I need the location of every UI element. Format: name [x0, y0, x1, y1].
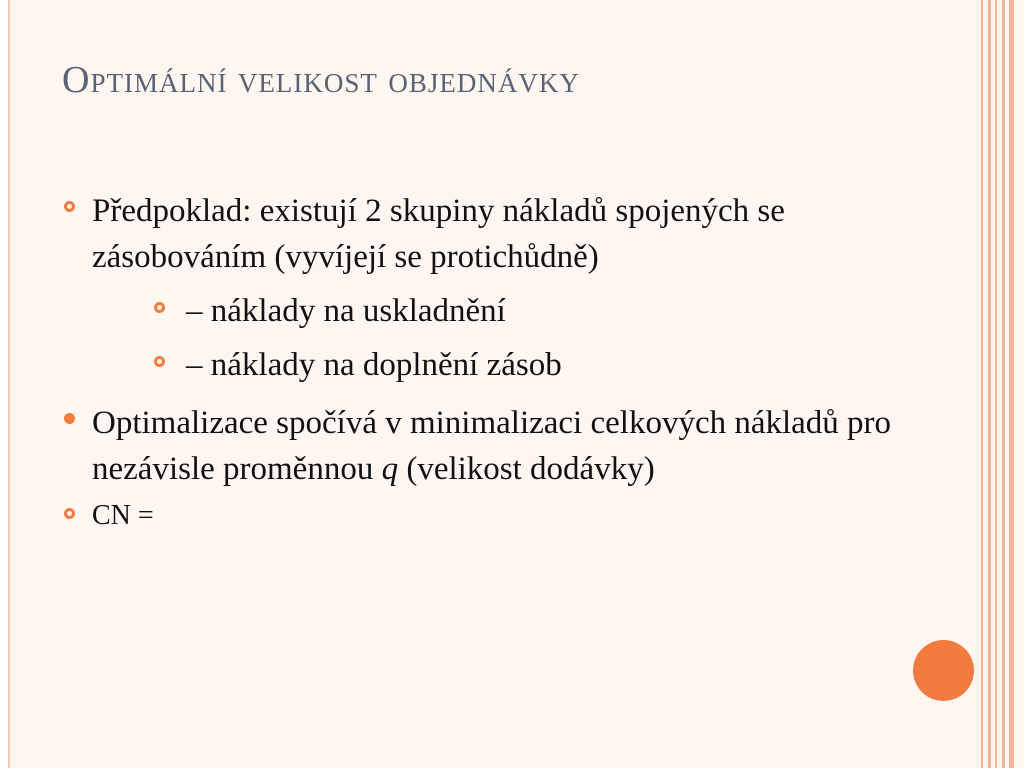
sub-bullet-item-storage-costs	[62, 288, 942, 334]
bullet-text: Předpoklad: existují 2 skupiny nákladů spojených se zásobováním (vyvíjejí se protichůdně)	[92, 193, 785, 275]
dot-bullet-icon	[64, 413, 75, 424]
slide-title: Optimální velikost objednávky	[62, 59, 580, 101]
right-border	[978, 0, 1024, 768]
bullet-item-cn	[62, 496, 942, 536]
bullet-text: CN =	[92, 500, 154, 531]
sub-bullet-text: – náklady na doplnění zásob	[186, 347, 562, 383]
slide-content	[62, 188, 942, 536]
bullet-text-after: (velikost dodávky)	[398, 451, 655, 487]
border-stripe	[995, 0, 997, 768]
border-stripe	[1009, 0, 1014, 768]
border-stripe	[981, 0, 983, 768]
variable-q: q	[381, 451, 399, 487]
ring-bullet-icon	[64, 201, 75, 212]
bullet-item-assumption	[62, 188, 942, 280]
decorative-circle	[913, 640, 974, 701]
left-border	[0, 0, 10, 768]
ring-bullet-icon	[154, 302, 165, 313]
ring-bullet-icon	[154, 356, 165, 367]
border-stripe	[1002, 0, 1005, 768]
border-stripe	[988, 0, 991, 768]
sub-bullet-text: – náklady na uskladnění	[186, 293, 506, 329]
bullet-text-before: Optimalizace spočívá v minimalizaci celkových nákladů pro nezávisle proměnnou	[92, 405, 892, 487]
bullet-item-optimization	[62, 400, 942, 492]
sub-bullet-item-replenishment-costs	[62, 342, 942, 388]
ring-bullet-icon	[64, 508, 75, 519]
